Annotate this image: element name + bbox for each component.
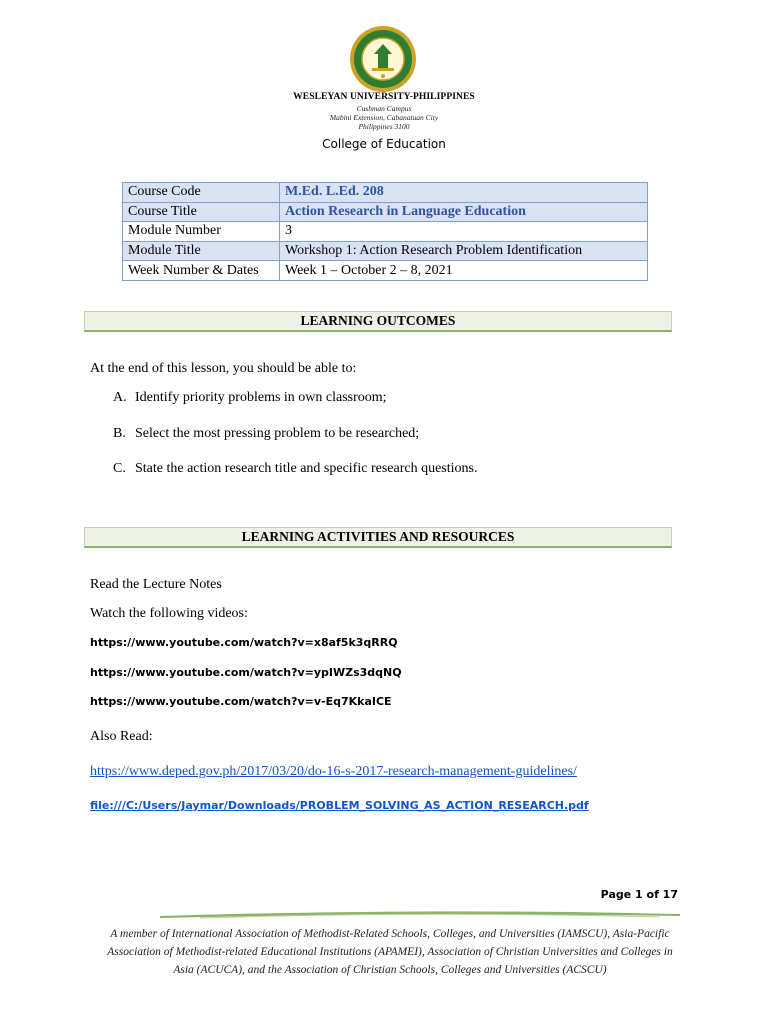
video-link[interactable]: https://www.youtube.com/watch?v=ypIWZs3dqNQ: [90, 666, 402, 679]
green-swoosh-divider: [160, 908, 680, 922]
university-seal-icon: [348, 24, 418, 94]
deped-guidelines-link[interactable]: https://www.deped.gov.ph/2017/03/20/do-16-s-2017-research-management-guidelines/: [90, 764, 577, 779]
list-marker: A.: [113, 390, 127, 405]
week-value: Week 1 – October 2 – 8, 2021: [280, 261, 648, 281]
module-number-label: Module Number: [123, 222, 280, 242]
table-row: [123, 222, 648, 242]
list-marker: C.: [113, 461, 126, 476]
module-title-value: Workshop 1: Action Research Problem Identification: [280, 241, 648, 261]
list-item: [113, 461, 477, 477]
table-row: [123, 261, 648, 281]
learning-outcomes-heading: LEARNING OUTCOMES: [84, 311, 672, 332]
list-marker: B.: [113, 426, 126, 441]
watch-videos-label: Watch the following videos:: [90, 606, 248, 621]
membership-footer: A member of International Association of Methodist-Related Schools, Colleges, and Universities (IAMSCU), Asia-Pacific Association of Methodist-related Educational Institutions (APAMEI), Association of Christian Universities and Colleges in Asia (ACUCA), and the Association of Christian Schools, Colleges and Universities (ACSCU): [107, 928, 673, 976]
course-title-label: Course Title: [123, 202, 280, 222]
outcomes-intro: At the end of this lesson, you should be able to:: [90, 361, 357, 376]
college-name: College of Education: [322, 137, 446, 151]
university-name: WESLEYAN UNIVERSITY-PHILIPPINES: [293, 92, 475, 102]
campus-line: Cushman Campus: [356, 104, 412, 113]
table-row: [123, 183, 648, 203]
course-title-value: Action Research in Language Education: [280, 202, 648, 222]
outcome-text: Select the most pressing problem to be researched;: [135, 426, 420, 441]
course-code-label: Course Code: [123, 183, 280, 203]
page-number: Page 1 of 17: [600, 888, 678, 901]
module-number-value: 3: [280, 222, 648, 242]
list-item: [113, 426, 419, 442]
outcome-text: State the action research title and specific research questions.: [135, 461, 478, 476]
country-line: Philippines 3100: [358, 122, 410, 131]
module-title-label: Module Title: [123, 241, 280, 261]
video-link[interactable]: https://www.youtube.com/watch?v=x8af5k3qRRQ: [90, 636, 398, 649]
table-row: [123, 241, 648, 261]
read-notes-text: Read the Lecture Notes: [90, 577, 222, 592]
learning-activities-heading: LEARNING ACTIVITIES AND RESOURCES: [84, 527, 672, 548]
address-line: Mabini Extension, Cabanatuan City: [329, 113, 439, 122]
list-item: [113, 390, 387, 406]
also-read-label: Also Read:: [90, 729, 153, 744]
pdf-file-link[interactable]: file:///C:/Users/Jaymar/Downloads/PROBLEM_SOLVING_AS_ACTION_RESEARCH.pdf: [90, 799, 589, 812]
course-info-table: [122, 182, 648, 281]
table-row: [123, 202, 648, 222]
outcome-text: Identify priority problems in own classroom;: [135, 390, 387, 405]
week-label: Week Number & Dates: [123, 261, 280, 281]
video-link[interactable]: https://www.youtube.com/watch?v=v-Eq7KkaICE: [90, 695, 392, 708]
course-code-value: M.Ed. L.Ed. 208: [280, 183, 648, 203]
